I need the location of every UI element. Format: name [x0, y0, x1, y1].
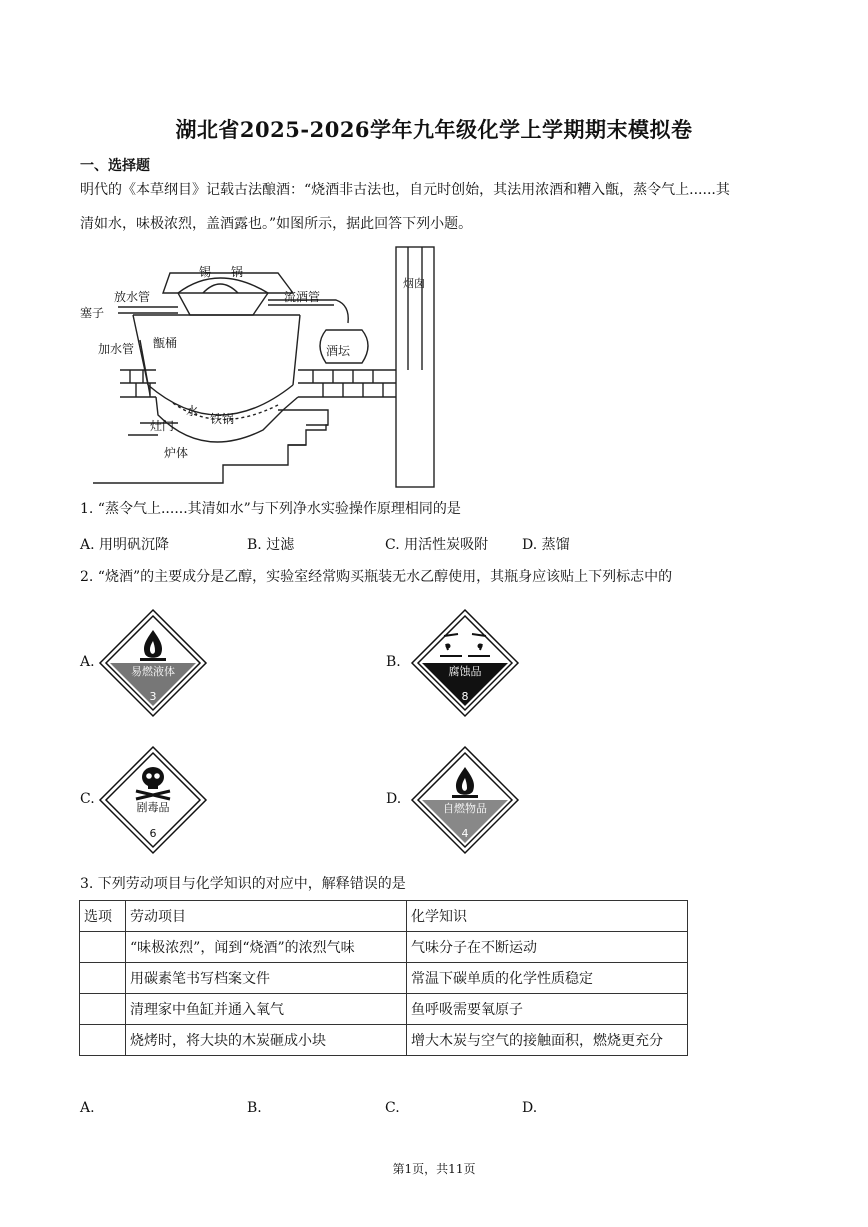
cell-option: [80, 963, 126, 994]
label-shui: 水: [186, 404, 199, 418]
cell-knowledge: 气味分子在不断运动: [407, 932, 688, 963]
sign-a-number: 3: [149, 690, 157, 703]
label-jiashui: 加水管: [98, 342, 135, 356]
table-header-row: [80, 901, 688, 932]
label-xi: 锡: [199, 265, 212, 279]
sign-c-number: 6: [149, 827, 157, 840]
distillation-apparatus-diagram: [78, 245, 440, 490]
table-row: [80, 932, 688, 963]
q2-stem: 2. “烧酒”的主要成分是乙醇，实验室经常购买瓶装无水乙醇使用，其瓶身应该贴上下列标志中的: [80, 569, 673, 585]
sign-c-label: 剧毒品: [136, 801, 170, 814]
q3-stem: 3. 下列劳动项目与化学知识的对应中，解释错误的是: [80, 876, 406, 892]
q2-option-b-sign[interactable]: [410, 608, 520, 718]
page-footer: 第1页，共11页: [392, 1162, 476, 1176]
label-zaomen: 灶门: [150, 419, 175, 433]
cell-option: [80, 994, 126, 1025]
q2-option-d-letter[interactable]: D.: [386, 791, 402, 807]
header-knowledge: 化学知识: [407, 901, 688, 932]
intro-line-2: 清如水，味极浓烈，盖酒露也。”如图所示，据此回答下列小题。: [80, 216, 473, 232]
q2-option-a-sign[interactable]: [98, 608, 208, 718]
cell-option: [80, 1025, 126, 1056]
q2-option-b-letter[interactable]: B.: [386, 654, 401, 670]
q2-option-d-sign[interactable]: [410, 745, 520, 855]
sign-b-number: 8: [461, 690, 469, 703]
cell-labor: “味极浓烈”，闻到“烧酒”的浓烈气味: [126, 932, 407, 963]
q3-option-d[interactable]: D.: [522, 1100, 538, 1116]
q1-option-b[interactable]: B. 过滤: [247, 537, 295, 553]
cell-labor: 用碳素笔书写档案文件: [126, 963, 407, 994]
label-liujiu: 流酒管: [284, 290, 321, 304]
label-saizi: 塞子: [80, 306, 105, 320]
label-guo: 锅: [231, 265, 244, 279]
header-option: 选项: [80, 901, 126, 932]
sign-a-label: 易燃液体: [131, 665, 175, 678]
q1-option-d[interactable]: D. 蒸馏: [522, 537, 570, 553]
q2-option-c-sign[interactable]: [98, 745, 208, 855]
cell-knowledge: 鱼呼吸需要氧原子: [407, 994, 688, 1025]
q3-option-a[interactable]: A.: [80, 1100, 95, 1116]
q1-option-a[interactable]: A. 用明矾沉降: [80, 537, 170, 553]
cell-labor: 清理家中鱼缸并通入氧气: [126, 994, 407, 1025]
q1-stem: 1. “蒸令气上......其清如水”与下列净水实验操作原理相同的是: [80, 501, 461, 517]
table-row: [80, 1025, 688, 1056]
header-labor: 劳动项目: [126, 901, 407, 932]
label-yanqiang: 烟囱: [403, 277, 425, 290]
cell-knowledge: 常温下碳单质的化学性质稳定: [407, 963, 688, 994]
q2-option-c-letter[interactable]: C.: [80, 791, 95, 807]
sign-d-label: 自燃物品: [443, 802, 487, 815]
q3-option-b[interactable]: B.: [247, 1100, 262, 1116]
sign-d-number: 4: [461, 827, 469, 840]
q3-option-c[interactable]: C.: [385, 1100, 400, 1116]
q1-option-c[interactable]: C. 用活性炭吸附: [385, 537, 489, 553]
label-zeng: 甑桶: [153, 336, 178, 350]
cell-knowledge: 增大木炭与空气的接触面积，燃烧更充分: [407, 1025, 688, 1056]
label-jiutan: 酒坛: [326, 344, 351, 358]
label-fangshui: 放水管: [114, 290, 151, 304]
table-row: [80, 963, 688, 994]
sign-b-label: 腐蚀品: [448, 665, 482, 678]
label-tieguo: 铁锅: [210, 412, 235, 426]
q2-option-a-letter[interactable]: A.: [80, 654, 95, 670]
table-row: [80, 994, 688, 1025]
page-title: 湖北省2025-2026学年九年级化学上学期期末模拟卷: [175, 117, 693, 142]
q3-table: [79, 900, 688, 1056]
label-luti: 炉体: [164, 446, 189, 460]
section-heading: 一、选择题: [80, 158, 150, 174]
intro-line-1: 明代的《本草纲目》记载古法酿酒：“烧酒非古法也，自元时创始，其法用浓酒和糟入甑，蒸令气上......其: [80, 182, 730, 198]
cell-option: [80, 932, 126, 963]
cell-labor: 烧烤时，将大块的木炭砸成小块: [126, 1025, 407, 1056]
